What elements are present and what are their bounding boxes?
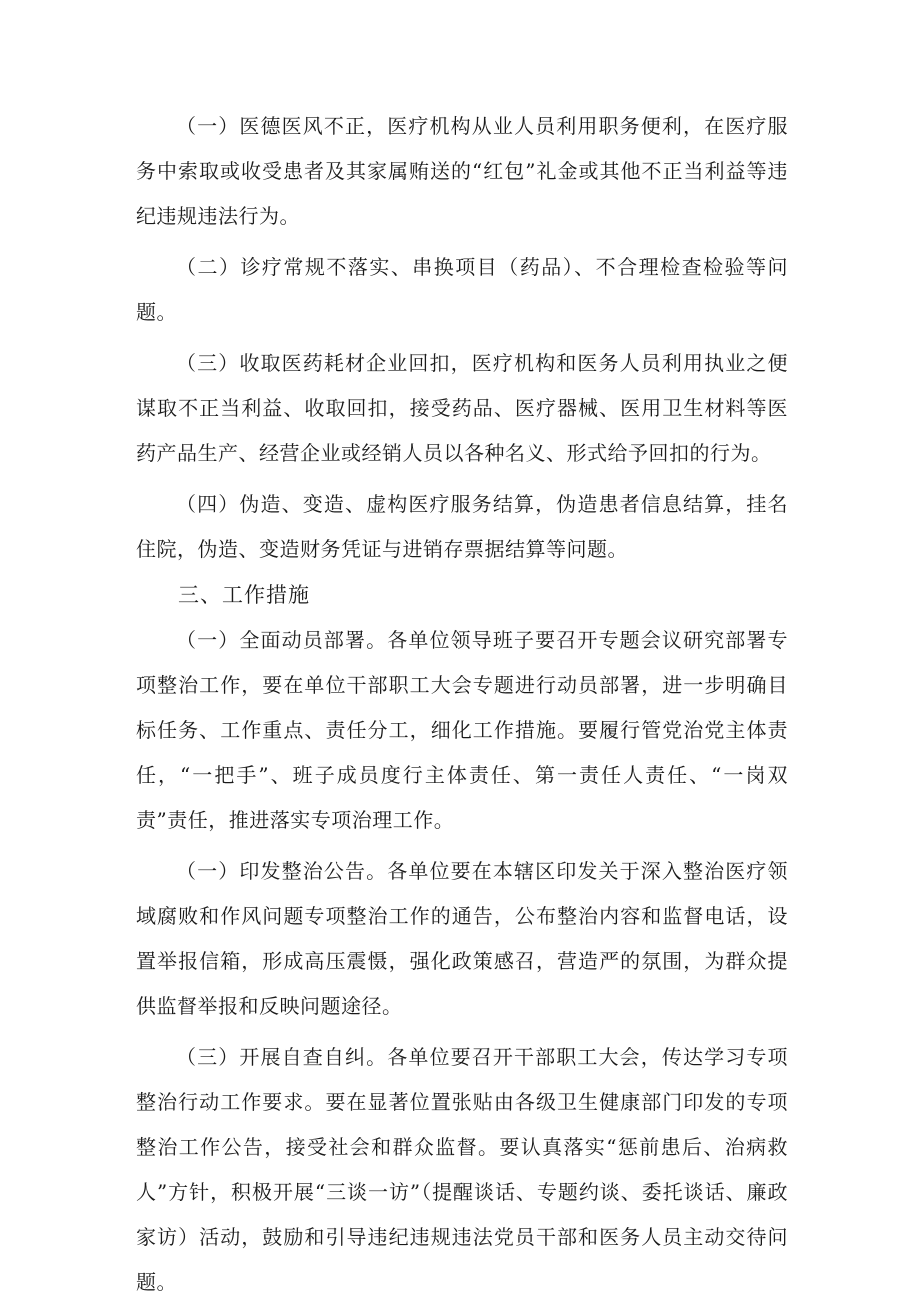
paragraph-mobilization: （一）全面动员部署。各单位领导班子要召开专题会议研究部署专项整治工作，要在单位干部职工大会专题进行动员部署，进一步明确目标任务、工作重点、责任分工，细化工作措施。要履行管党治党主体责任，“一把手”、班子成员度行主体责任、第一责任人责任、“一岗双责”责任，推进落实专项治理工作。 xyxy=(136,628,788,832)
paragraph-fraudulent-settlement: （四）伪造、变造、虚构医疗服务结算，伪造患者信息结算，挂名住院，伪造、变造财务凭证与进销存票据结算等问题。 xyxy=(136,492,788,561)
section-heading-work-measures: 三、工作措施 xyxy=(178,583,310,607)
paragraph-announcement: （一）印发整治公告。各单位要在本辖区印发关于深入整治医疗领域腐败和作风问题专项整治工作的通告，公布整治内容和监督电话，设置举报信箱，形成高压震慑，强化政策感召，营造严的氛围，为群众提供监督举报和反映问题途径。 xyxy=(136,859,788,1018)
paragraph-medical-ethics: （一）医德医风不正，医疗机构从业人员利用职务便利，在医疗服务中索取或收受患者及其家属贿送的“红包”礼金或其他不正当利益等违纪违规违法行为。 xyxy=(136,114,788,228)
paragraph-diagnosis-norms: （二）诊疗常规不落实、串换项目（药品）、不合理检查检验等问题。 xyxy=(136,255,788,324)
paragraph-self-inspection: （三）开展自查自纠。各单位要召开干部职工大会，传达学习专项整治行动工作要求。要在显著位置张贴由各级卫生健康部门印发的专项整治工作公告，接受社会和群众监督。要认真落实“惩前患后、治病救人”方针，积极开展“三谈一访”（提醒谈话、专题约谈、委托谈话、廉政家访）活动，鼓励和引导违纪违规违法党员干部和医务人员主动交待问题。 xyxy=(136,1045,788,1294)
document-page xyxy=(136,104,788,1305)
paragraph-kickbacks: （三）收取医药耗材企业回扣，医疗机构和医务人员利用执业之便谋取不正当利益、收取回扣，接受药品、医疗器械、医用卫生材料等医药产品生产、经营企业或经销人员以各种名义、形式给予回扣的行为。 xyxy=(136,351,788,465)
